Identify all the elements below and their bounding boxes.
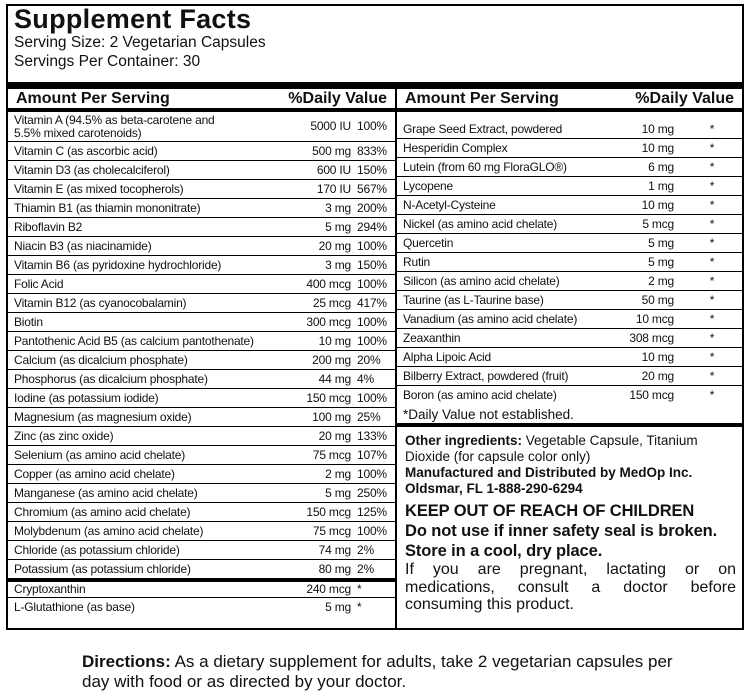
nutrient-daily-value: 200%: [357, 200, 387, 215]
nutrient-amount: 3 mg: [325, 200, 351, 215]
nutrient-name: Boron (as amino acid chelate): [403, 388, 557, 403]
nutrient-amount: 500 mg: [312, 143, 351, 158]
footnote: *Daily Value not established.: [397, 405, 742, 427]
nutrient-amount: 80 mg: [318, 561, 351, 576]
nutrient-daily-value: *: [709, 140, 715, 155]
nutrient-name: Thiamin B1 (as thiamin mononitrate): [14, 200, 201, 215]
nutrient-daily-value: 133%: [357, 428, 387, 443]
nutrient-row: [8, 294, 395, 313]
nutrient-daily-value: 100%: [357, 333, 387, 348]
warning-children: KEEP OUT OF REACH OF CHILDREN: [405, 502, 695, 520]
nutrient-name: Zinc (as zinc oxide): [14, 428, 114, 443]
nutrient-amount: 150 mcg: [306, 504, 351, 519]
nutrient-row: [8, 503, 395, 522]
nutrient-daily-value: *: [709, 273, 715, 288]
warning-seal: Do not use if inner safety seal is broken.: [405, 522, 718, 540]
nutrient-name: Calcium (as dicalcium phosphate): [14, 352, 188, 367]
nutrient-name: Manganese (as amino acid chelate): [14, 485, 198, 500]
nutrient-name: Riboflavin B2: [14, 219, 83, 234]
nutrient-amount: 20 mg: [318, 238, 351, 253]
nutrient-amount: 75 mcg: [312, 447, 351, 462]
nutrient-amount: 44 mg: [318, 371, 351, 386]
nutrient-row: [8, 560, 395, 579]
nutrient-amount: 150 mcg: [306, 390, 351, 405]
nutrient-row: [397, 253, 742, 272]
nutrient-amount: 50 mg: [641, 292, 674, 307]
nutrient-amount: 3 mg: [325, 257, 351, 272]
nutrient-row: [397, 272, 742, 291]
nutrient-amount: 25 mcg: [312, 295, 351, 310]
nutrient-row: [8, 427, 395, 446]
nutrient-daily-value: 107%: [357, 447, 387, 462]
amount-header: Amount Per Serving: [405, 89, 559, 107]
nutrient-name: Biotin: [14, 314, 43, 329]
nutrient-row: [8, 484, 395, 503]
right-column-header: [397, 82, 742, 112]
nutrient-daily-value: *: [357, 600, 362, 615]
nutrient-daily-value: *: [709, 197, 715, 212]
nutrient-row: [8, 275, 395, 294]
nutrient-row: [8, 142, 395, 161]
nutrient-name: Nickel (as amino acid chelate): [403, 216, 558, 231]
nutrient-row: [8, 218, 395, 237]
nutrient-daily-value: 567%: [357, 181, 387, 196]
nutrient-name: Magnesium (as magnesium oxide): [14, 409, 192, 424]
nutrient-daily-value: *: [709, 178, 715, 193]
panel-title: Supplement Facts: [14, 4, 252, 34]
nutrient-amount: 170 IU: [316, 181, 351, 196]
nutrient-daily-value: 417%: [357, 295, 387, 310]
dv-header: %Daily Value: [635, 89, 734, 107]
nutrient-name: Chromium (as amino acid chelate): [14, 504, 191, 519]
nutrient-row: [397, 291, 742, 310]
nutrient-name: Chloride (as potassium chloride): [14, 542, 180, 557]
nutrient-name: Alpha Lipoic Acid: [403, 349, 491, 364]
nutrient-name: Pantothenic Acid B5 (as calcium pantothenate): [14, 333, 254, 348]
nutrient-row: [397, 139, 742, 158]
nutrient-name: Bilberry Extract, powdered (fruit): [403, 368, 569, 383]
nutrient-name: Vitamin B12 (as cyanocobalamin): [14, 295, 187, 310]
nutrient-amount: 5 mcg: [642, 216, 674, 231]
nutrient-row: [8, 522, 395, 541]
nutrient-daily-value: *: [709, 388, 715, 403]
nutrient-name: Vanadium (as amino acid chelate): [403, 311, 578, 326]
nutrient-row: [8, 199, 395, 218]
nutrient-amount: 5 mg: [325, 600, 351, 615]
nutrient-row: [8, 598, 395, 617]
nutrient-name: Hesperidin Complex: [403, 140, 508, 155]
nutrient-amount: 10 mg: [641, 197, 674, 212]
info-block: [397, 427, 742, 614]
nutrient-amount: 74 mg: [318, 542, 351, 557]
nutrient-row: [8, 541, 395, 560]
nutrient-row: [8, 161, 395, 180]
nutrient-daily-value: 25%: [357, 409, 381, 424]
nutrient-amount: 10 mg: [318, 333, 351, 348]
nutrient-name: Taurine (as L-Taurine base): [403, 292, 544, 307]
nutrient-amount: 20 mg: [318, 428, 351, 443]
nutrient-amount: 10 mcg: [635, 311, 674, 326]
nutrient-daily-value: *: [709, 159, 715, 174]
nutrient-row: [8, 237, 395, 256]
nutrient-amount: 5 mg: [648, 235, 674, 250]
ingredients-label: Other ingredients:: [405, 433, 523, 448]
pregnancy-warning: If you are pregnant, lactating or on medications, consult a doctor before consuming this product.: [405, 561, 736, 613]
nutrient-amount: 1 mg: [648, 178, 674, 193]
other-ingredients: [405, 433, 736, 465]
nutrient-daily-value: 150%: [357, 257, 387, 272]
nutrient-amount: 5 mg: [648, 254, 674, 269]
nutrient-daily-value: *: [709, 235, 715, 250]
nutrient-daily-value: 100%: [357, 314, 387, 329]
warning-storage: Store in a cool, dry place.: [405, 542, 603, 560]
nutrient-row: [397, 329, 742, 348]
right-nutrient-column: [397, 82, 742, 628]
nutrient-name: Zeaxanthin: [403, 330, 461, 345]
nutrient-row: [397, 367, 742, 386]
nutrient-row: [8, 446, 395, 465]
nutrient-name: Potassium (as potassium chloride): [14, 561, 191, 576]
nutrient-amount: 5 mg: [325, 219, 351, 234]
nutrient-daily-value: 100%: [357, 466, 387, 481]
nutrient-daily-value: 2%: [357, 542, 374, 557]
nutrient-row: [397, 234, 742, 253]
nutrient-name: Silicon (as amino acid chelate): [403, 273, 560, 288]
supplement-facts-panel: [6, 4, 744, 630]
nutrient-daily-value: 100%: [357, 276, 387, 291]
nutrient-name: N-Acetyl-Cysteine: [403, 197, 496, 212]
nutrient-daily-value: 833%: [357, 143, 387, 158]
nutrient-daily-value: 100%: [357, 390, 387, 405]
left-nutrient-column: [8, 82, 397, 628]
nutrient-daily-value: *: [709, 368, 715, 383]
dv-header: %Daily Value: [288, 89, 387, 107]
nutrient-daily-value: 100%: [357, 523, 387, 538]
right-rows: [397, 112, 742, 405]
nutrient-row: [8, 112, 395, 142]
nutrient-daily-value: *: [709, 216, 715, 231]
nutrient-amount: 10 mg: [641, 121, 674, 136]
nutrient-row: [8, 351, 395, 370]
servings-per-container: Servings Per Container: 30: [14, 53, 201, 70]
nutrient-row: [397, 348, 742, 367]
nutrient-row: [8, 389, 395, 408]
nutrient-daily-value: *: [709, 311, 715, 326]
nutrient-name: Vitamin B6 (as pyridoxine hydrochloride): [14, 257, 222, 272]
nutrient-name: Vitamin C (as ascorbic acid): [14, 143, 158, 158]
nutrient-name: Folic Acid: [14, 276, 64, 291]
nutrient-name: Grape Seed Extract, powdered: [403, 121, 563, 136]
nutrient-daily-value: *: [709, 121, 715, 136]
nutrient-row: [397, 177, 742, 196]
nutrient-row: [8, 332, 395, 351]
nutrient-row: [8, 465, 395, 484]
nutrient-name: Cryptoxanthin: [14, 582, 86, 597]
nutrient-name: Lycopene: [403, 178, 453, 193]
nutrient-row: [8, 408, 395, 427]
directions-text: As a dietary supplement for adults, take 2 vegetarian capsules per day with food or as directed by your doctor.: [82, 652, 673, 691]
nutrient-name: Selenium (as amino acid chelate): [14, 447, 186, 462]
address: Oldsmar, FL 1-888-290-6294: [405, 481, 583, 496]
nutrient-row: [8, 256, 395, 275]
nutrient-name: Phosphorus (as dicalcium phosphate): [14, 371, 208, 386]
nutrient-daily-value: *: [357, 582, 362, 597]
nutrient-amount: 6 mg: [648, 159, 674, 174]
nutrient-amount: 75 mcg: [312, 523, 351, 538]
nutrient-name: Copper (as amino acid chelate): [14, 466, 175, 481]
nutrient-amount: 400 mcg: [306, 276, 351, 291]
nutrient-amount: 200 mg: [312, 352, 351, 367]
nutrient-name: Niacin B3 (as niacinamide): [14, 238, 152, 253]
left-column-header: [8, 82, 395, 112]
nutrient-amount: 240 mcg: [306, 582, 351, 597]
nutrient-name: Quercetin: [403, 235, 454, 250]
manufacturer: Manufactured and Distributed by MedOp Inc.: [405, 465, 693, 480]
nutrient-name: Vitamin A (94.5% as beta-carotene and 5.5% mixed carotenoids): [14, 113, 215, 140]
nutrient-daily-value: 294%: [357, 219, 387, 234]
nutrient-name: Rutin: [403, 254, 431, 269]
nutrient-daily-value: *: [709, 292, 715, 307]
nutrient-amount: 2 mg: [325, 466, 351, 481]
nutrient-amount: 300 mcg: [306, 314, 351, 329]
nutrient-row: [8, 579, 395, 598]
nutrient-amount: 20 mg: [641, 368, 674, 383]
nutrient-amount: 10 mg: [641, 140, 674, 155]
nutrient-name: L-Glutathione (as base): [14, 600, 135, 615]
left-rows: [8, 112, 395, 617]
nutrient-daily-value: 250%: [357, 485, 387, 500]
directions: [82, 652, 702, 692]
nutrient-daily-value: *: [709, 254, 715, 269]
nutrient-daily-value: *: [709, 349, 715, 364]
nutrient-amount: 600 IU: [316, 162, 351, 177]
nutrient-row: [397, 158, 742, 177]
nutrient-amount: 5000 IU: [310, 119, 351, 134]
nutrient-name: Vitamin E (as mixed tocopherols): [14, 181, 184, 196]
ingredients-text: Vegetable Capsule, Titanium Dioxide (for capsule color only): [405, 433, 698, 464]
nutrient-row: [397, 120, 742, 139]
nutrient-daily-value: *: [709, 330, 715, 345]
nutrient-row: [8, 370, 395, 389]
nutrient-daily-value: 20%: [357, 352, 381, 367]
nutrient-amount: 5 mg: [325, 485, 351, 500]
nutrient-row: [397, 310, 742, 329]
nutrient-daily-value: 4%: [357, 371, 374, 386]
nutrient-amount: 308 mcg: [629, 330, 674, 345]
nutrient-name: Lutein (from 60 mg FloraGLO®): [403, 159, 567, 174]
nutrient-daily-value: 2%: [357, 561, 374, 576]
nutrient-name: Molybdenum (as amino acid chelate): [14, 523, 204, 538]
serving-size: Serving Size: 2 Vegetarian Capsules: [14, 34, 266, 51]
nutrient-amount: 10 mg: [641, 349, 674, 364]
nutrient-row: [8, 180, 395, 199]
nutrient-row: [397, 196, 742, 215]
nutrient-row: [8, 313, 395, 332]
nutrient-amount: 100 mg: [312, 409, 351, 424]
nutrient-row: [397, 386, 742, 405]
nutrient-amount: 2 mg: [648, 273, 674, 288]
nutrient-daily-value: 100%: [357, 238, 387, 253]
nutrient-daily-value: 125%: [357, 504, 387, 519]
nutrient-name: Iodine (as potassium iodide): [14, 390, 159, 405]
directions-label: Directions:: [82, 652, 171, 671]
nutrient-row: [397, 215, 742, 234]
nutrient-daily-value: 150%: [357, 162, 387, 177]
amount-header: Amount Per Serving: [16, 89, 170, 107]
nutrient-name: Vitamin D3 (as cholecalciferol): [14, 162, 170, 177]
nutrient-daily-value: 100%: [357, 119, 387, 134]
nutrient-amount: 150 mcg: [629, 388, 674, 403]
